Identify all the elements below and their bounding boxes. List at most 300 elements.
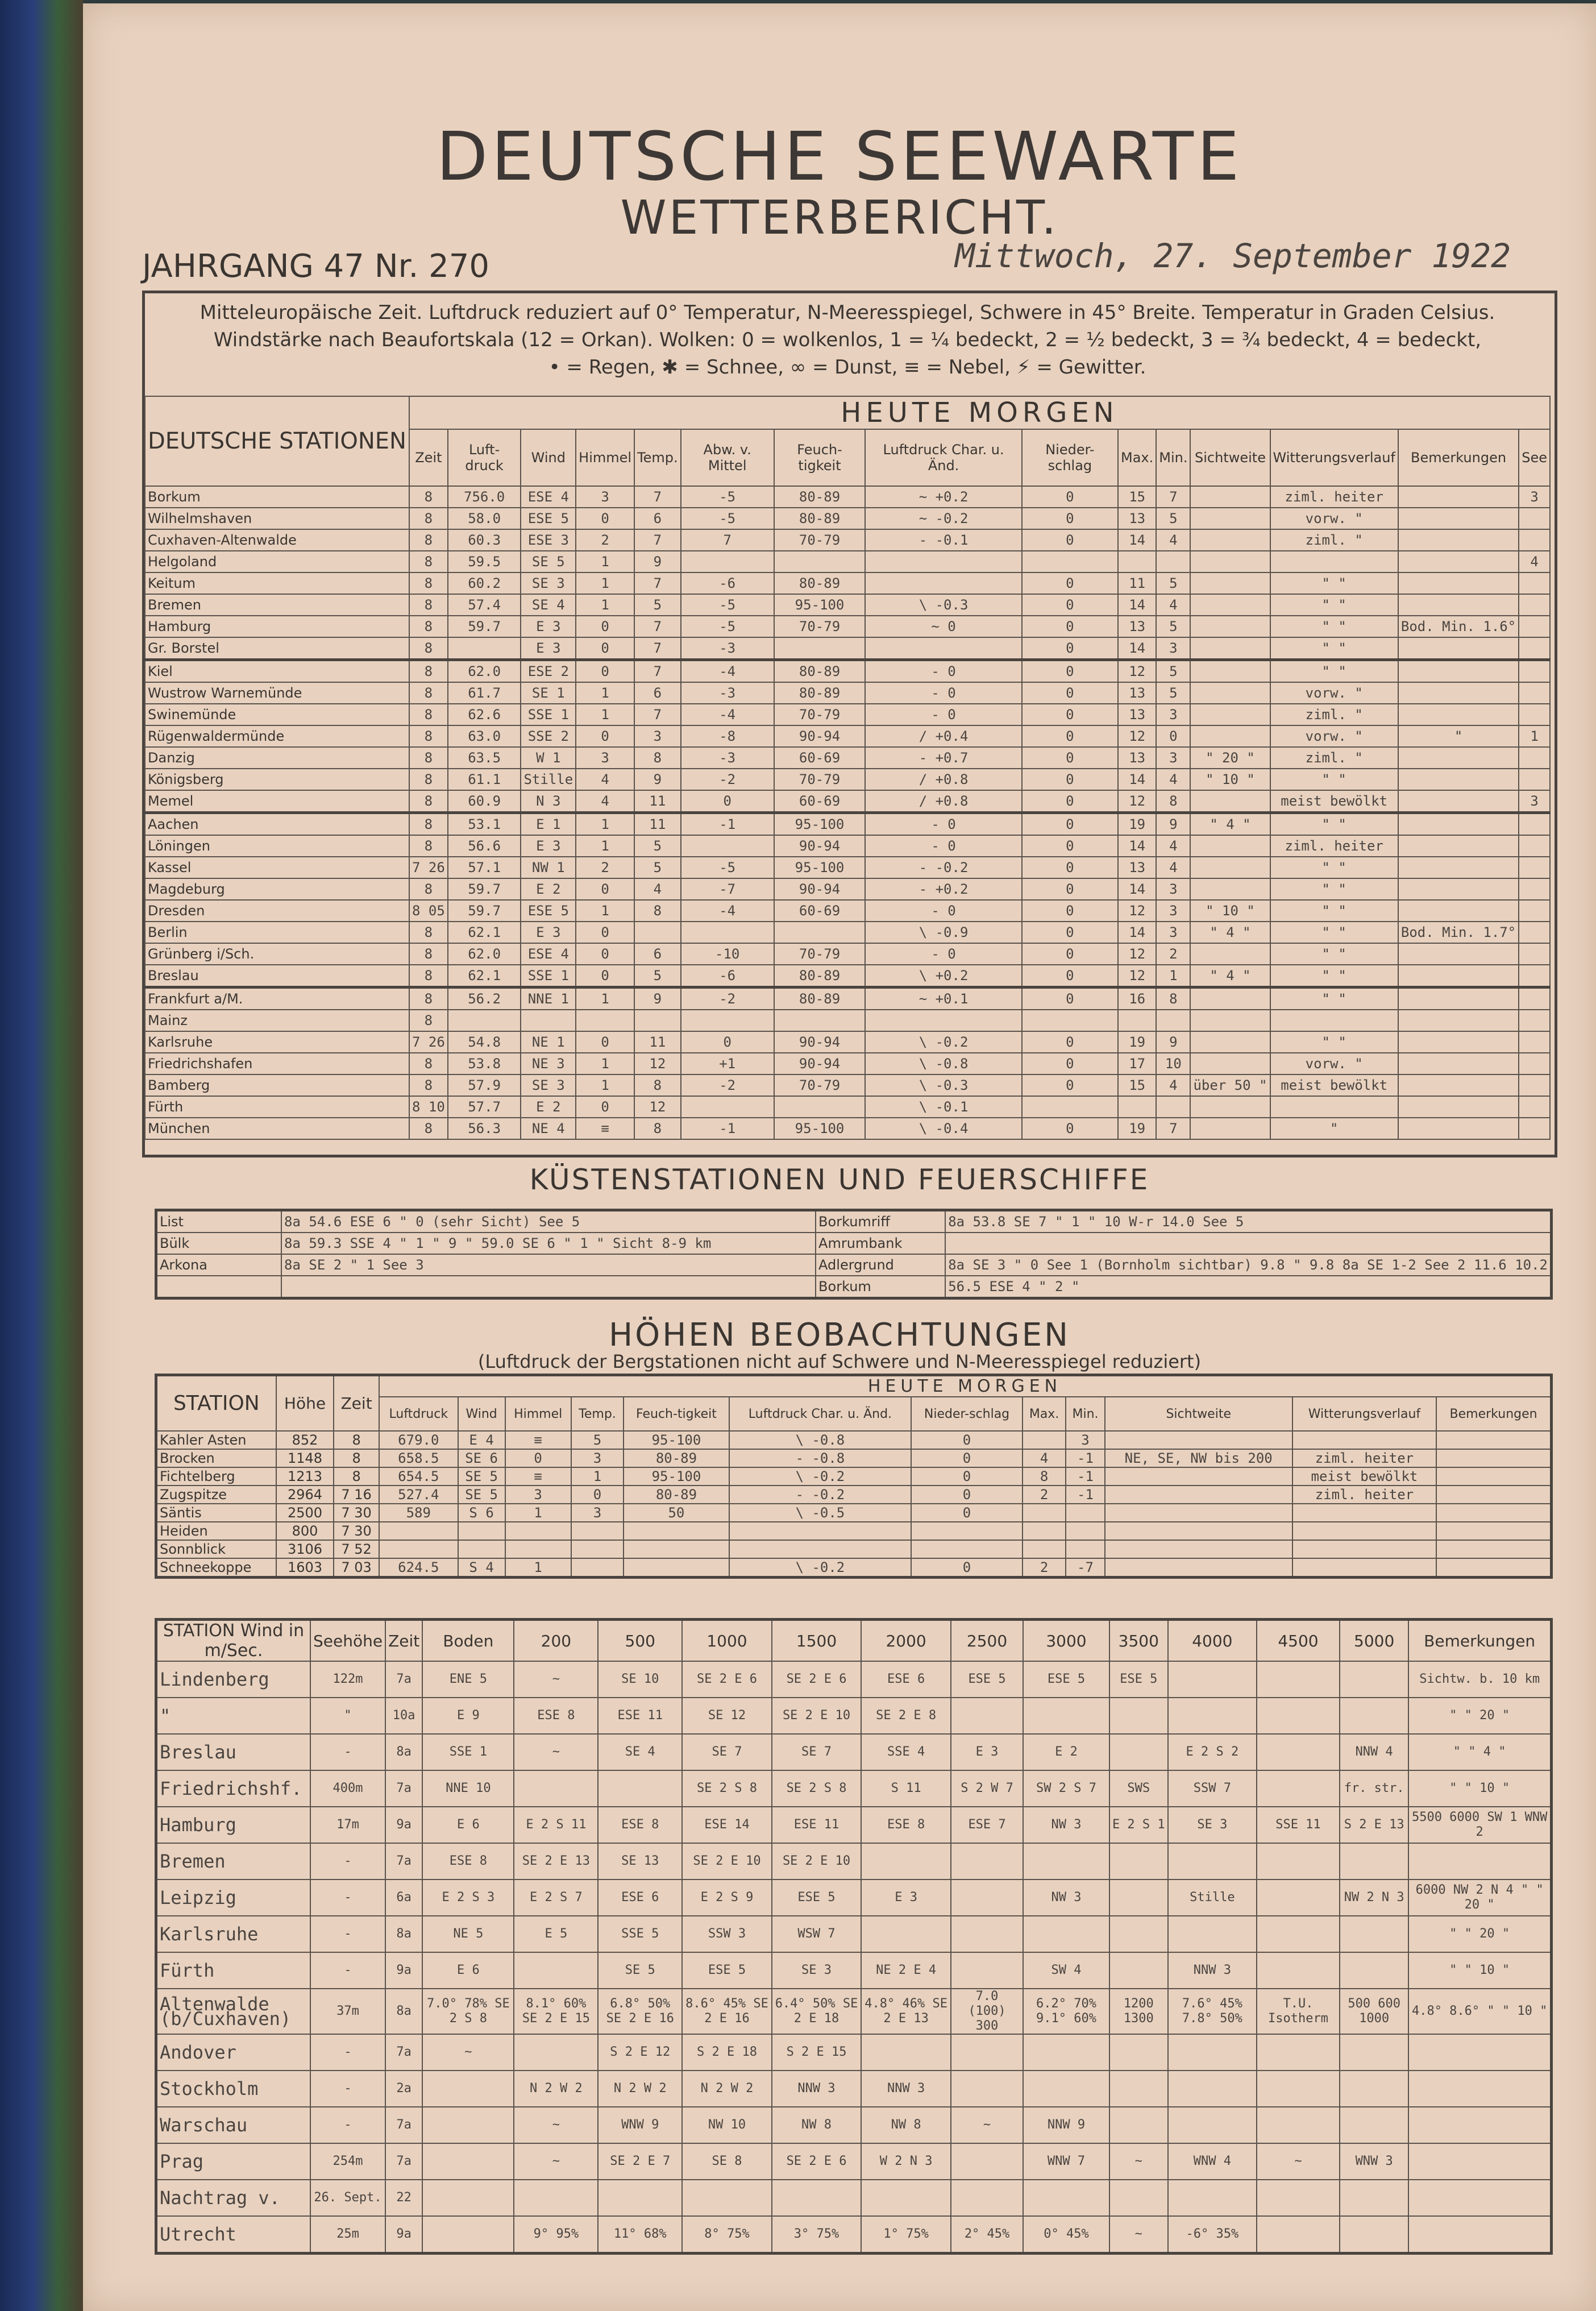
wind-cell: S 2 E 18: [682, 2034, 772, 2071]
wind-cell: [1408, 2071, 1551, 2107]
station-cell: NE 3: [521, 1053, 576, 1074]
station-cell: SE 3: [521, 572, 576, 594]
wind-cell: [514, 1770, 598, 1807]
station-cell: 62.1: [448, 922, 521, 943]
station-cell: 80-89: [774, 988, 866, 1010]
station-row: [145, 594, 1550, 616]
station-cell: 9: [1156, 813, 1190, 836]
hoehen-cell: 7 30: [334, 1522, 379, 1540]
station-cell: [681, 922, 774, 943]
station-cell: 8: [409, 508, 448, 529]
station-cell: [521, 1010, 576, 1031]
station-cell: SSE 1: [521, 965, 576, 988]
station-cell: - +0.7: [865, 747, 1021, 769]
wind-cell: [1023, 2034, 1109, 2071]
station-cell: 56.3: [448, 1118, 521, 1139]
wind-cell: E 3: [951, 1734, 1023, 1770]
hoehen-cell: [1436, 1504, 1551, 1522]
wind-cell: 4.8° 46% SE 2 E 13: [861, 1989, 951, 2034]
wind-cell: ESE 8: [861, 1807, 951, 1843]
wind-cell: 7.0° 78% SE 2 S 8: [422, 1989, 514, 2034]
station-cell: \ -0.2: [865, 1031, 1021, 1053]
station-cell: 11: [634, 790, 681, 813]
station-cell: E 3: [521, 637, 576, 660]
station-cell: 60-69: [774, 747, 866, 769]
station-cell: [681, 1096, 774, 1118]
wind-cell: ESE 5: [772, 1879, 862, 1916]
station-cell: 5: [1156, 508, 1190, 529]
station-row: [145, 616, 1550, 637]
wind-cell: -: [310, 1843, 385, 1879]
station-cell: 9: [1156, 1031, 1190, 1053]
wind-cell: 9a: [385, 1952, 422, 1989]
station-cell: 11: [634, 813, 681, 836]
station-cell: 0: [1022, 813, 1118, 836]
wind-cell: [1168, 2034, 1257, 2071]
station-cell: [1398, 1010, 1519, 1031]
station-row: [145, 1010, 1550, 1031]
wind-cell: [1408, 1843, 1551, 1879]
hoehen-cell: [1105, 1504, 1292, 1522]
wind-row: [156, 1916, 1552, 1952]
hoehen-cell: [458, 1522, 505, 1540]
station-name: Danzig: [145, 747, 409, 769]
wind-cell: ESE 6: [598, 1879, 682, 1916]
station-cell: 7: [1156, 1118, 1190, 1139]
station-cell: 70-79: [774, 1074, 866, 1096]
station-cell: [1190, 835, 1270, 857]
wind-cell: 2a: [385, 2071, 422, 2107]
station-cell: 12: [1118, 725, 1156, 747]
station-cell: [1398, 594, 1519, 616]
station-cell: NE 4: [521, 1118, 576, 1139]
wind-cell: [1168, 2180, 1257, 2216]
station-cell: 80-89: [774, 682, 866, 704]
station-cell: 12: [1118, 965, 1156, 988]
station-cell: 63.5: [448, 747, 521, 769]
station-cell: 3: [576, 747, 634, 769]
station-row: [145, 1096, 1550, 1118]
hoehen-cell: 8: [334, 1467, 379, 1486]
station-cell: [1022, 1010, 1118, 1031]
station-cell: 1: [576, 835, 634, 857]
station-cell: 8: [409, 943, 448, 965]
station-cell: 12: [1118, 790, 1156, 813]
hoehen-cell: [505, 1522, 571, 1540]
wind-cell: SE 7: [772, 1734, 862, 1770]
station-cell: 14: [1118, 529, 1156, 551]
wind-cell: [514, 2180, 598, 2216]
station-cell: 12: [1118, 943, 1156, 965]
hoehen-cell: 7 16: [334, 1486, 379, 1504]
station-cell: [1190, 725, 1270, 747]
wind-cell: ~: [1109, 2216, 1168, 2254]
wind-cell: SE 2 E 6: [682, 1661, 772, 1698]
wind-row: [156, 1879, 1552, 1916]
station-cell: 0: [1156, 725, 1190, 747]
station-cell: ziml. ": [1270, 747, 1398, 769]
station-cell: [1398, 551, 1519, 572]
station-cell: " 4 ": [1190, 922, 1270, 943]
wind-cell: NNW 3: [1168, 1952, 1257, 1989]
station-cell: -4: [681, 900, 774, 922]
station-cell: [681, 1010, 774, 1031]
wind-cell: [1257, 2216, 1340, 2254]
wind-cell: E 2 S 2: [1168, 1734, 1257, 1770]
hoehen-cell: [624, 1558, 729, 1578]
coast-obs-right: [945, 1233, 1551, 1254]
hoehen-cell: 2500: [276, 1504, 334, 1522]
station-cell: [1519, 922, 1550, 943]
wind-cell: ESE 5: [682, 1952, 772, 1989]
station-cell: 756.0: [448, 486, 521, 508]
station-cell: E 3: [521, 835, 576, 857]
wind-station-name: Breslau: [156, 1734, 311, 1770]
station-cell: 4: [1156, 835, 1190, 857]
hoehen-row: [156, 1486, 1552, 1504]
wind-station-name: Leipzig: [156, 1879, 311, 1916]
hoehen-cell: [1023, 1431, 1066, 1449]
station-cell: [681, 551, 774, 572]
station-cell: 0: [576, 965, 634, 988]
wind-station-name: Karlsruhe: [156, 1916, 311, 1952]
hoehen-subtitle: (Luftdruck der Bergstationen nicht auf Schwere und N-Meeresspiegel reduziert): [477, 1351, 1202, 1372]
hoehen-station-name: Brocken: [156, 1449, 276, 1467]
station-row: [145, 769, 1550, 790]
station-cell: 5: [1156, 616, 1190, 637]
wind-cell: -: [310, 2107, 385, 2143]
station-cell: ziml. ": [1270, 529, 1398, 551]
station-cell: NW 1: [521, 857, 576, 878]
station-cell: " ": [1270, 813, 1398, 836]
wind-cell: NE 5: [422, 1916, 514, 1952]
wind-cell: 0° 45%: [1023, 2216, 1109, 2254]
wind-cell: ENE 5: [422, 1661, 514, 1698]
station-cell: 0: [1022, 835, 1118, 857]
hoehen-column-header: Temp.: [571, 1397, 624, 1431]
wind-column-header: 500: [598, 1620, 682, 1662]
station-cell: " 4 ": [1190, 965, 1270, 988]
hoehen-cell: 1213: [276, 1467, 334, 1486]
station-cell: 0: [1022, 725, 1118, 747]
station-cell: 5: [634, 594, 681, 616]
wind-cell: " " 4 ": [1408, 1734, 1551, 1770]
station-row: [145, 660, 1550, 683]
wind-cell: SE 2 E 8: [861, 1698, 951, 1734]
wind-cell: [1257, 1661, 1340, 1698]
station-name: Swinemünde: [145, 704, 409, 725]
station-cell: 3: [576, 486, 634, 508]
hoehen-cell: [911, 1522, 1023, 1540]
wind-cell: N 2 W 2: [598, 2071, 682, 2107]
wind-cell: 6.8° 50% SE 2 E 16: [598, 1989, 682, 2034]
wind-cell: S 2 E 13: [1340, 1807, 1408, 1843]
station-cell: 4: [1156, 1074, 1190, 1096]
station-cell: [1398, 1096, 1519, 1118]
hoehen-cell: S 4: [458, 1558, 505, 1578]
wind-cell: [951, 2071, 1023, 2107]
station-cell: ≡: [576, 1118, 634, 1139]
wind-cell: 9a: [385, 1807, 422, 1843]
station-cell: -5: [681, 594, 774, 616]
wind-cell: [1408, 2180, 1551, 2216]
station-cell: 8: [409, 1118, 448, 1139]
wind-station-name: Utrecht: [156, 2216, 311, 2254]
station-cell: Bod. Min. 1.6°: [1398, 616, 1519, 637]
station-cell: 8: [409, 725, 448, 747]
station-cell: 60-69: [774, 900, 866, 922]
hoehen-cell: [1105, 1486, 1292, 1504]
station-cell: 57.1: [448, 857, 521, 878]
wind-cell: 17m: [310, 1807, 385, 1843]
wind-cell: 7a: [385, 2107, 422, 2143]
wind-cell: [422, 2143, 514, 2180]
station-cell: -3: [681, 747, 774, 769]
station-cell: 8: [409, 660, 448, 683]
wind-cell: NW 8: [861, 2107, 951, 2143]
station-cell: 7: [1156, 486, 1190, 508]
station-cell: " ": [1270, 594, 1398, 616]
station-cell: [1398, 1118, 1519, 1139]
station-cell: - 0: [865, 704, 1021, 725]
station-cell: 95-100: [774, 857, 866, 878]
hoehen-column-header: Feuch-tigkeit: [624, 1397, 729, 1431]
station-cell: [1519, 857, 1550, 878]
station-cell: [1270, 1010, 1398, 1031]
wind-cell: 4.8° 8.6° " " 10 ": [1408, 1989, 1551, 2034]
hoehen-column-header: Wind: [458, 1397, 505, 1431]
wind-column-header: STATION Wind in m/Sec.: [156, 1620, 311, 1662]
hoehen-cell: 654.5: [379, 1467, 458, 1486]
wind-cell: ESE 5: [1023, 1661, 1109, 1698]
hoehen-station-name: Zugspitze: [156, 1486, 276, 1504]
station-row: [145, 747, 1550, 769]
wind-cell: ESE 5: [951, 1661, 1023, 1698]
main-column-header: Zeit: [409, 429, 448, 486]
station-cell: E 1: [521, 813, 576, 836]
wind-cell: WNW 7: [1023, 2143, 1109, 2180]
wind-cell: ESE 14: [682, 1807, 772, 1843]
wind-cell: ESE 11: [772, 1807, 862, 1843]
station-cell: 6: [634, 682, 681, 704]
station-cell: [1398, 900, 1519, 922]
hoehen-cell: 95-100: [624, 1431, 729, 1449]
station-cell: 80-89: [774, 660, 866, 683]
binding-strip: [0, 0, 83, 2311]
station-cell: \ -0.4: [865, 1118, 1021, 1139]
hoehen-cell: [505, 1540, 571, 1558]
station-row: [145, 943, 1550, 965]
station-cell: 70-79: [774, 704, 866, 725]
station-cell: E 2: [521, 1096, 576, 1118]
wind-cell: SE 10: [598, 1661, 682, 1698]
wind-cell: [951, 1879, 1023, 1916]
station-cell: ": [1398, 725, 1519, 747]
station-cell: SE 3: [521, 1074, 576, 1096]
station-cell: [1270, 1096, 1398, 1118]
deutsche-stationen-table: [144, 396, 1551, 1140]
wind-cell: SE 2 S 8: [772, 1770, 862, 1807]
wind-cell: [422, 2071, 514, 2107]
station-cell: 8: [1156, 790, 1190, 813]
station-cell: 0: [1022, 1031, 1118, 1053]
station-cell: ~ 0: [865, 616, 1021, 637]
station-row: [145, 835, 1550, 857]
wind-cell: [1109, 2034, 1168, 2071]
station-cell: 62.6: [448, 704, 521, 725]
station-cell: 15: [1118, 486, 1156, 508]
station-cell: [1519, 965, 1550, 988]
hoehen-cell: 624.5: [379, 1558, 458, 1578]
wind-row: [156, 2180, 1552, 2216]
station-cell: 1: [576, 813, 634, 836]
hoehen-cell: SE 5: [458, 1467, 505, 1486]
wind-cell: NNW 3: [772, 2071, 862, 2107]
hoehen-cell: [1436, 1540, 1551, 1558]
hoehen-cell: [1066, 1540, 1104, 1558]
station-cell: 13: [1118, 857, 1156, 878]
wind-cell: E 2 S 9: [682, 1879, 772, 1916]
station-cell: [1519, 660, 1550, 683]
wind-cell: [772, 2180, 862, 2216]
station-cell: [1398, 682, 1519, 704]
wind-row: [156, 1989, 1552, 2034]
station-cell: 12: [634, 1096, 681, 1118]
wind-cell: NE 2 E 4: [861, 1952, 951, 1989]
coast-obs-left: 8a SE 2 " 1 See 3: [281, 1254, 816, 1276]
station-cell: 56.6: [448, 835, 521, 857]
issue-date: Mittwoch, 27. September 1922: [955, 237, 1511, 275]
station-cell: 14: [1118, 922, 1156, 943]
station-name: Aachen: [145, 813, 409, 836]
station-cell: [1190, 508, 1270, 529]
station-cell: 90-94: [774, 725, 866, 747]
coast-row: [156, 1233, 1552, 1254]
hoehen-cell: E 4: [458, 1431, 505, 1449]
station-row: [145, 922, 1550, 943]
issue-number: JAHRGANG 47 Nr. 270: [142, 248, 489, 285]
station-cell: E 3: [521, 922, 576, 943]
wind-cell: [1257, 1916, 1340, 1952]
wind-column-header: 4500: [1257, 1620, 1340, 1662]
weather-report-page: [83, 3, 1596, 2311]
wind-cell: [951, 1952, 1023, 1989]
wind-cell: E 2 S 7: [514, 1879, 598, 1916]
wind-cell: ESE 8: [598, 1807, 682, 1843]
coast-station-left: List: [156, 1210, 282, 1233]
wind-station-name: Fürth: [156, 1952, 311, 1989]
wind-station-name: Bremen: [156, 1843, 311, 1879]
station-cell: [1519, 747, 1550, 769]
station-name: Grünberg i/Sch.: [145, 943, 409, 965]
station-cell: 17: [1118, 1053, 1156, 1074]
hoehen-title: HÖHEN BEOBACHTUNGEN: [609, 1317, 1070, 1354]
wind-cell: [1109, 1734, 1168, 1770]
station-row: [145, 704, 1550, 725]
wind-cell: [598, 1770, 682, 1807]
station-cell: - +0.2: [865, 878, 1021, 900]
wind-cell: Stille: [1168, 1879, 1257, 1916]
station-cell: 0: [576, 1096, 634, 1118]
hoehen-cell: 2: [1023, 1558, 1066, 1578]
wind-cell: [422, 2107, 514, 2143]
wind-cell: [951, 2143, 1023, 2180]
station-cell: SSE 2: [521, 725, 576, 747]
hoehen-row: [156, 1467, 1552, 1486]
station-cell: [1519, 529, 1550, 551]
station-cell: \ -0.3: [865, 1074, 1021, 1096]
station-cell: -2: [681, 769, 774, 790]
main-column-header: See: [1519, 429, 1550, 486]
hoehen-cell: 589: [379, 1504, 458, 1522]
wind-cell: -6° 35%: [1168, 2216, 1257, 2254]
station-cell: 90-94: [774, 835, 866, 857]
station-cell: 3: [1156, 704, 1190, 725]
hoehen-cell: 679.0: [379, 1431, 458, 1449]
station-cell: [1398, 660, 1519, 683]
station-cell: [1519, 682, 1550, 704]
station-cell: Stille: [521, 769, 576, 790]
station-cell: 7: [634, 529, 681, 551]
station-name: Magdeburg: [145, 878, 409, 900]
wind-station-name: Altenwalde (b/Cuxhaven): [156, 1989, 311, 2034]
corner-header: DEUTSCHE STATIONEN: [145, 396, 409, 486]
station-cell: 60.2: [448, 572, 521, 594]
hoehen-cell: [1436, 1431, 1551, 1449]
station-cell: -4: [681, 704, 774, 725]
station-cell: [1519, 1031, 1550, 1053]
wind-cell: SE 2 E 10: [772, 1698, 862, 1734]
station-cell: " 10 ": [1190, 769, 1270, 790]
wind-station-name: Hamburg: [156, 1807, 311, 1843]
hoehen-row: [156, 1540, 1552, 1558]
station-cell: 60.9: [448, 790, 521, 813]
station-cell: ziml. heiter: [1270, 486, 1398, 508]
hoehen-cell: [1023, 1540, 1066, 1558]
hoehen-cell: 0: [911, 1467, 1023, 1486]
wind-cell: [951, 2180, 1023, 2216]
station-name: Dresden: [145, 900, 409, 922]
station-cell: - 0: [865, 835, 1021, 857]
station-cell: 14: [1118, 594, 1156, 616]
wind-cell: " " 20 ": [1408, 1698, 1551, 1734]
main-column-header: Max.: [1118, 429, 1156, 486]
station-cell: Bod. Min. 1.7°: [1398, 922, 1519, 943]
wind-cell: 6a: [385, 1879, 422, 1916]
legend-line: Mitteleuropäische Zeit. Luftdruck reduziert auf 0° Temperatur, N-Meeresspiegel, Schwere in 45° Breite. Temperatur in Graden Celsius.: [200, 301, 1495, 324]
wind-cell: ESE 7: [951, 1807, 1023, 1843]
station-cell: [1519, 1010, 1550, 1031]
station-cell: 61.1: [448, 769, 521, 790]
station-cell: meist bewölkt: [1270, 790, 1398, 813]
station-cell: 8: [409, 637, 448, 660]
wind-cell: [1340, 2216, 1408, 2254]
station-cell: [1190, 551, 1270, 572]
hoehen-cell: 8: [1023, 1467, 1066, 1486]
station-name: Wilhelmshaven: [145, 508, 409, 529]
station-cell: 8: [409, 878, 448, 900]
station-cell: [1190, 878, 1270, 900]
station-cell: [1519, 943, 1550, 965]
station-cell: 59.5: [448, 551, 521, 572]
wind-cell: [1340, 1661, 1408, 1698]
wind-cell: T.U. Isotherm: [1257, 1989, 1340, 2034]
hoehen-cell: [729, 1522, 911, 1540]
station-cell: -5: [681, 857, 774, 878]
wind-cell: E 2 S 1: [1109, 1807, 1168, 1843]
wind-cell: 5500 6000 SW 1 WNW 2: [1408, 1807, 1551, 1843]
station-cell: 70-79: [774, 769, 866, 790]
